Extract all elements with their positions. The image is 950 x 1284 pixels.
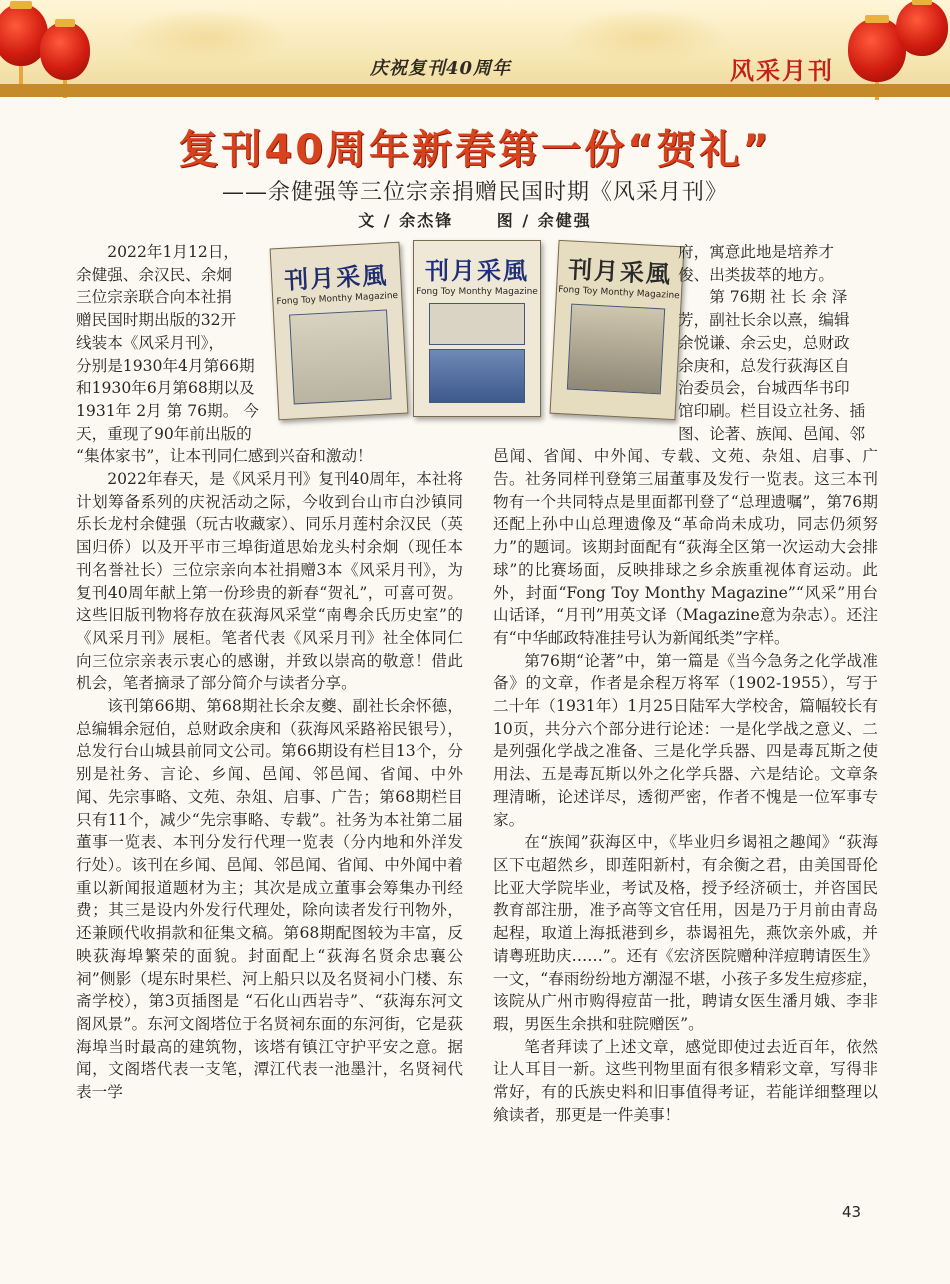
magazine-name: 风采月刊 [730,56,834,85]
paragraph: “集体家书”，让本刊同仁感到兴奋和激动！ [76,447,373,466]
cover-english-title: Fong Toy Monthy Magazine [557,284,680,302]
paragraph: 在“族闻”荻海区中，《毕业归乡谒祖之趣闻》“荻海区下屯超然乡，即莲阳新村，有余衡之君，由美国哥伦比亚大学院毕业，考试及格，授予经济硕士，并咨国民教育部注册，准予高等文官任用，因是乃于月前由青岛起程，取道上海抵港到乡，恭谒祖先，燕饮亲外戚，并请粤班助庆……”。还有《宏济医院赠种洋痘聘请医生》一文，“春雨纷纷地方潮湿不堪，小孩子多发生痘疹症，该院从广州市购得痘苗一批，聘请女医生潘月娥、李非瑕，男医生余拱和驻院赠医”。 [493,833,878,1033]
text-line: 第 76期 社 长 余 泽 [709,288,848,307]
paragraph: 第76期“论著”中，第一篇是《当今急务之化学战准备》的文章，作者是余程万将军（1902-1955），写于二十年（1931年）1月25日陆军大学校舍，篇幅较长有10页，共分六个部分进行论述：一是化学战之意义、二是列强化学战之准备、三是化学兵器、四是毒瓦斯之使用法、五是毒瓦斯以外之化学兵器、六是结论。文章条理清晰，论述详尽，透彻严密，作者不愧是一位军事专家。 [493,651,878,829]
text-line: 和1930年6月第68期以及 [76,379,255,398]
cover-title: 刊月采風 [425,256,529,285]
text-line: 治委员会，台城西华书印 [678,379,850,398]
header-center-text: 庆祝复刊40周年 [370,58,512,79]
page-number: 43 [842,1203,862,1221]
cloud-decoration [560,8,730,68]
cover-title: 刊月采風 [567,254,673,289]
cloud-decoration [120,8,290,68]
paragraph: 2022年春天，是《风采月刊》复刊40周年，本社将计划筹备系列的庆祝活动之际，今收到台山市白沙镇同乐长龙村余健强（玩古收藏家）、同乐月莲村余汉民（英国归侨）以及开平市三埠街道思始龙头村余炯（现任本刊名誉社长）三位宗亲向本社捐赠3本《风采月刊》，为复刊40周年献上第一份珍贵的新春“贺礼”，可喜可贺。 这些旧版刊物将存放在荻海风采堂“南粤余氏历史室”的《风采月刊》展柜。笔者代表《风采月刊》社全体同仁向三位宗亲表示衷心的感谢，并致以崇高的敬意！借此机会，笔者摘录了部分简介与读者分享。 [76,470,463,693]
text-line: 余悦谦、余云史，总财政 [678,333,850,352]
article-subtitle: ——余健强等三位宗亲捐赠民国时期《风采月刊》 [221,180,728,205]
byline-author: 文 / 余杰锋 [358,211,454,230]
text-line: 分别是1930年4月第66期 [76,356,255,375]
byline [0,208,950,231]
p1-wrapped [678,241,878,286]
text-line: 俊、出类拔萃的地方。 [678,265,834,284]
text-line: 图、论著、族闻、邑闻、邻 [678,424,866,443]
paragraph: 该刊第66期、第68期社长余友夔、副社长余怀德，总编辑余冠伯，总财政余庚和（荻海风采路裕民银号），总发行台山城县前同文公司。第66期设有栏目13个，分别是社务、言论、乡闻、邑闻、邻邑闻、省闻、中外闻、先宗事略、文苑、杂俎、启事、广告；第68期栏目只有11个，减少“先宗事略、专载”。社务为本社第二届董事一览表、本刊分发行代理一览表（分内地和外洋发行处）。该刊在乡闻、邑闻、邻邑闻、省闻、中外闻中着重以新闻报道题材为主；其次是成立董事会筹集办刊经费；其三是设内外发行代理处，除向读者发行刊物外，还兼顾代收捐款和征集文稿。第68期配图较为丰富，反映荻海埠繁荣的面貌。封面配上“荻海名贤余忠襄公祠”侧影（堤东时果栏、河上船只以及名贤祠小门楼、东斋学校），第3页插图是 “石化山西岩寺”、“荻海东河文阁风景”。东河文阁塔位于名贤祠东面的东河街，它是荻海埠当时最高的建筑物，该塔有镇江守护平安之意。据闻，文阁塔代表一支笔，潭江代表一池墨汁，名贤祠代表一学 [76,697,463,1102]
text-line: 余健强、余汉民、余炯 [76,265,232,284]
text-line: 府，寓意此地是培养才 [678,243,834,261]
right-column [493,241,878,1126]
text-line: 馆印刷。栏目设立社务、插 [678,401,866,420]
p2-wrapped [678,286,878,445]
lantern-icon [40,22,90,80]
text-line: 2022年1月12日， [107,243,240,261]
text-line: 天，重现了90年前出版的 [76,424,252,443]
text-line: 赠民国时期出版的32开 [76,311,237,330]
paragraph: 笔者拜读了上述文章，感觉即使过去近百年，依然让人耳目一新。这些刊物里面有很多精彩文章，写得非常好，有的氏族史料和旧事值得考证，若能详细整理以飨读者，那更是一件美事！ [493,1037,878,1124]
p1-wrapped [76,241,268,445]
lantern-icon [896,0,948,56]
text-line: 三位宗亲联合向本社捐 [76,288,232,307]
text-line: 芳，副社长余以熹，编辑 [678,311,850,330]
page-header [0,0,950,97]
cover-title: 刊月采風 [283,260,389,295]
cover-english-title: Fong Toy Monthy Magazine [416,287,538,297]
article-title: 复刊40周年新春第一份“贺礼” [178,127,772,173]
paragraph: 邑闻、省闻、中外闻、专载、文苑、杂俎、启事、广告。社务同样刊登第三届董事及发行一览表。这三本刊物有一个共同特点是里面都刊登了“总理遗嘱”，第76期还配上孙中山总理遗像及“革命尚未成功，同志仍须努力”的题词。该期封面配有“荻海全区第一次运动大会排球”的比赛场面，反映排球之乡余族重视体育运动。此外，封面“Fong Toy Monthy Magazine”“风采”用台山话译，“月刊”用英文译（Magazine意为杂志）。还注有“中华邮政特准挂号认为新闻纸类”字样。 [493,447,878,647]
byline-photographer: 图 / 余健强 [496,211,592,230]
cover-english-title: Fong Toy Monthy Magazine [276,290,399,308]
left-column [76,241,463,1104]
text-line: 余庚和，总发行荻海区自 [678,356,850,375]
text-line: 线装本《风采月刊》， [76,333,225,352]
text-line: 1931年 2月 第 76期。 今 [76,401,259,420]
